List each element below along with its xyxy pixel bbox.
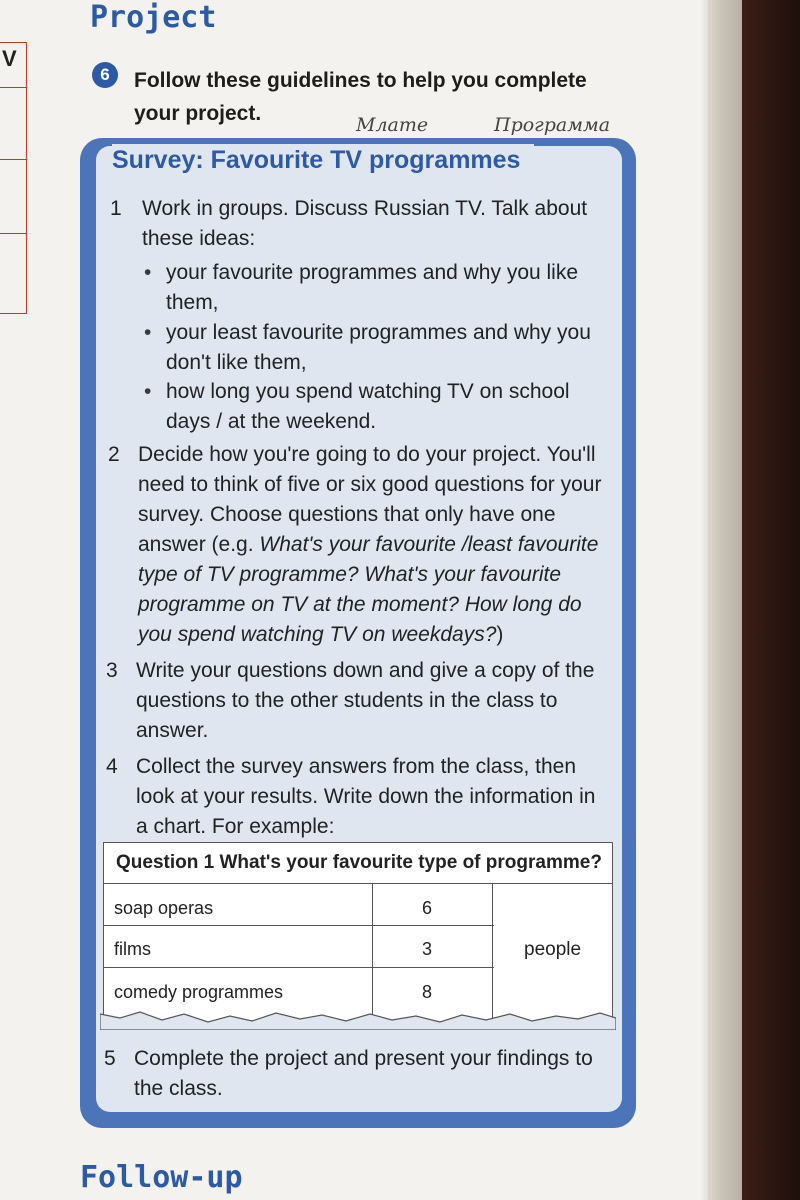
table-row <box>104 887 494 929</box>
page-edges <box>708 0 742 1200</box>
step-number: 4 <box>106 755 118 778</box>
step-line: Write your questions down and give a copy of the <box>136 659 595 682</box>
instruction-line: Follow these guidelines to help you complete <box>134 69 587 92</box>
handwritten-note: Программа <box>494 114 611 136</box>
bullet-line: how long you spend watching TV on school <box>166 380 570 403</box>
table-heading <box>104 843 612 884</box>
step-text <box>136 752 596 842</box>
bullet-line: days / at the weekend. <box>166 410 377 433</box>
book-binding <box>742 0 800 1200</box>
example-lead: answer (e.g. <box>138 533 260 556</box>
step-text <box>136 656 594 746</box>
example-question: programme on TV at the moment? How long do <box>138 593 582 616</box>
left-table-rule <box>0 233 26 234</box>
left-page-table <box>0 42 27 314</box>
step-line: survey. Choose questions that only have one <box>138 503 556 526</box>
left-table-rule <box>0 159 26 160</box>
step-number: 3 <box>106 659 118 682</box>
step-line: Work in groups. Discuss Russian TV. Talk about <box>142 197 588 220</box>
followup-title: Follow-up <box>80 1160 243 1195</box>
section-title: Project <box>90 0 217 35</box>
step-number: 5 <box>104 1047 116 1070</box>
category-cell: films <box>114 939 151 959</box>
torn-edge <box>100 1006 616 1030</box>
example-close: ) <box>496 623 504 646</box>
step-line: Collect the survey answers from the class, then <box>136 755 577 778</box>
panel-title: Survey: Favourite TV programmes <box>112 144 534 179</box>
example-question: type of TV programme? What's your favourite <box>138 563 562 586</box>
category-cell: soap operas <box>114 898 214 918</box>
step-badge: 6 <box>92 62 118 88</box>
step-line <box>138 620 601 650</box>
table-row <box>104 928 494 970</box>
bullet-line: don't like them, <box>166 351 307 374</box>
count-cell: 8 <box>422 982 433 1002</box>
step-line: questions to the other students in the class to <box>136 689 558 712</box>
step-text <box>134 1044 593 1104</box>
bullet-line: them, <box>166 291 219 314</box>
step-line: Decide how you're going to do your project. You'll <box>138 443 596 466</box>
bullet-line: your least favourite programmes and why you <box>166 321 591 344</box>
left-page-mark: V <box>2 46 17 71</box>
step-line: these ideas: <box>142 227 256 250</box>
instruction-line: your project. <box>134 102 262 125</box>
step-number: 1 <box>110 197 122 220</box>
unit-cell: people <box>524 939 582 960</box>
bullet-dot: • <box>144 380 152 403</box>
step-line: need to think of five or six good questions for your <box>138 473 602 496</box>
step-line: Complete the project and present your findings to <box>134 1047 593 1070</box>
count-cell: 6 <box>422 898 433 918</box>
page-shadow <box>700 0 708 1200</box>
left-table-rule <box>0 87 26 88</box>
step-line <box>138 590 601 620</box>
count-cell: 3 <box>422 939 433 959</box>
step-line: the class. <box>134 1077 223 1100</box>
handwritten-note: Млате <box>356 114 429 136</box>
step-text <box>138 440 601 650</box>
step-number: 2 <box>108 443 120 466</box>
step-line <box>138 560 601 590</box>
example-question: you spend watching TV on weekdays? <box>138 623 497 646</box>
bullet-dot: • <box>144 261 152 284</box>
bullet-line: your favourite programmes and why you like <box>166 261 579 284</box>
step-line: a chart. For example: <box>136 815 335 838</box>
step-line: answer. <box>136 719 209 742</box>
step-line: look at your results. Write down the information in <box>136 785 596 808</box>
category-cell: comedy programmes <box>114 982 284 1002</box>
example-question: What's your favourite /least favourite <box>259 533 599 556</box>
step-line <box>138 530 601 560</box>
bullet-dot: • <box>144 321 152 344</box>
step-text <box>142 194 587 254</box>
example-chart-table <box>103 842 613 1024</box>
table-heading-text: Question 1 What's your favourite type of programme? <box>116 852 602 873</box>
